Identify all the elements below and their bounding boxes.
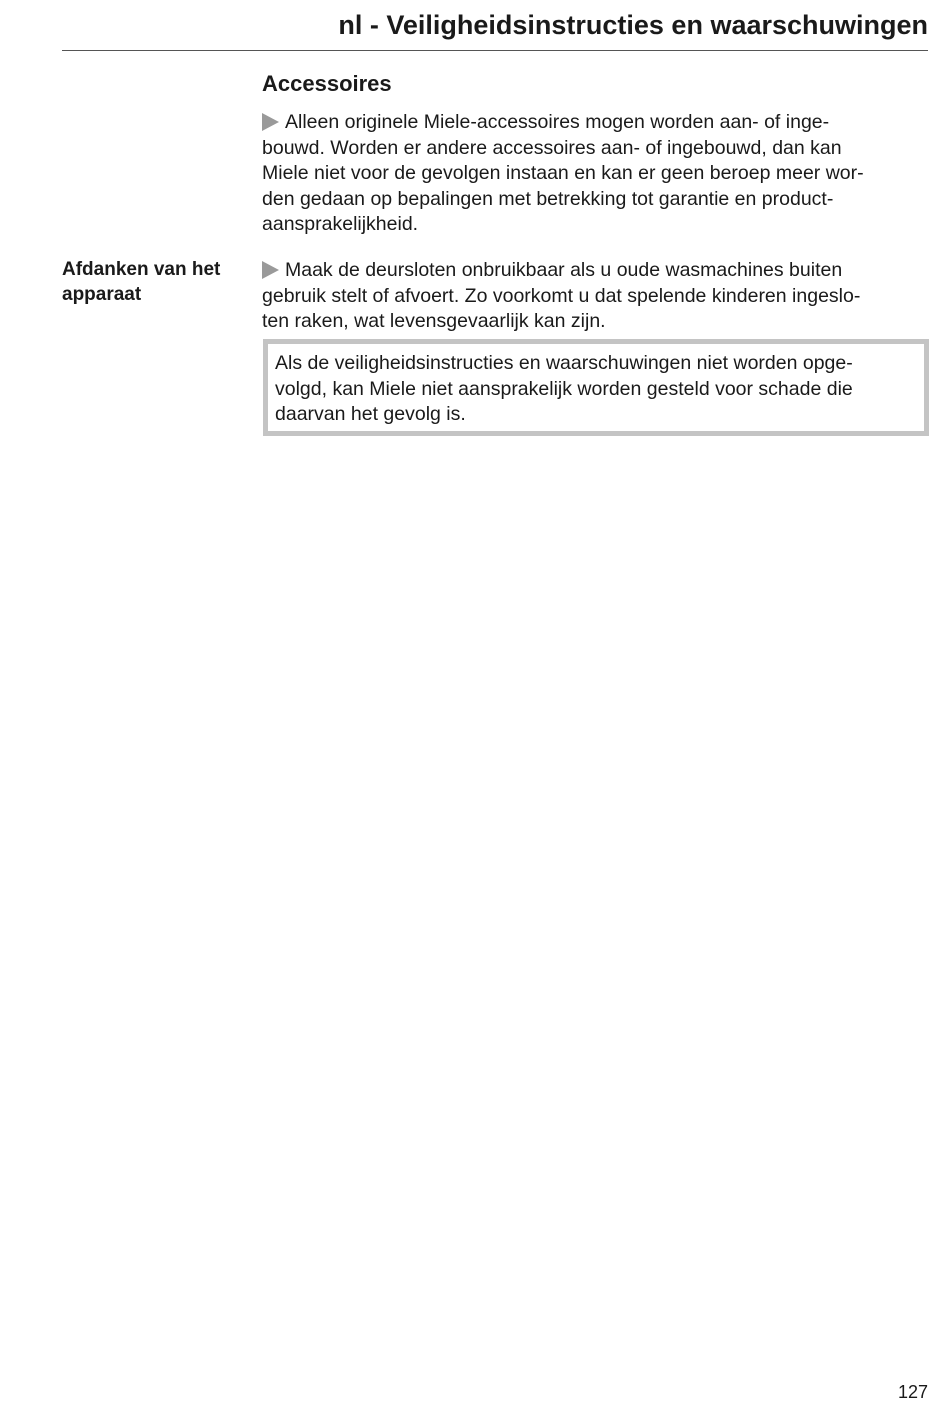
page-header-title: nl - Veiligheidsinstructies en waarschuwingen — [338, 10, 928, 40]
side-heading-line: apparaat — [62, 284, 142, 305]
header-divider — [62, 50, 928, 51]
paragraph-line-text: Alleen originele Miele-accessoires mogen worden aan- of inge- — [285, 111, 830, 133]
side-heading-line: Afdanken van het — [62, 259, 221, 280]
paragraph-line — [262, 110, 928, 136]
note-line: Als de veiligheidsinstructies en waarschuwingen niet worden opge- — [275, 352, 853, 374]
paragraph-line: aansprakelijkheid. — [262, 213, 419, 235]
note-line: volgd, kan Miele niet aansprakelijk worden gesteld voor schade die — [275, 377, 853, 400]
paragraph-line: gebruik stelt of afvoert. Zo voorkomt u dat spelende kinderen ingeslo- — [262, 284, 861, 307]
side-heading-afdanken — [62, 257, 252, 307]
paragraph-line — [262, 258, 928, 284]
paragraph-line-text: Maak de deursloten onbruikbaar als u oude wasmachines buiten — [285, 259, 843, 281]
page-number: 127 — [897, 1382, 928, 1402]
paragraph-line: den gedaan op bepalingen met betrekking tot garantie en product- — [262, 187, 834, 210]
warning-note-box — [263, 339, 929, 436]
section-heading-accessoires: Accessoires — [262, 71, 392, 96]
note-line: daarvan het gevolg is. — [275, 403, 466, 425]
paragraph-line: ten raken, wat levensgevaarlijk kan zijn. — [262, 310, 606, 332]
triangle-bullet-icon — [262, 261, 279, 279]
paragraph-afdanken — [262, 258, 928, 335]
paragraph-line: Miele niet voor de gevolgen instaan en kan er geen beroep meer wor- — [262, 162, 864, 184]
paragraph-accessoires — [262, 110, 928, 238]
triangle-bullet-icon — [262, 113, 279, 131]
paragraph-line: bouwd. Worden er andere accessoires aan- of ingebouwd, dan kan — [262, 136, 842, 159]
